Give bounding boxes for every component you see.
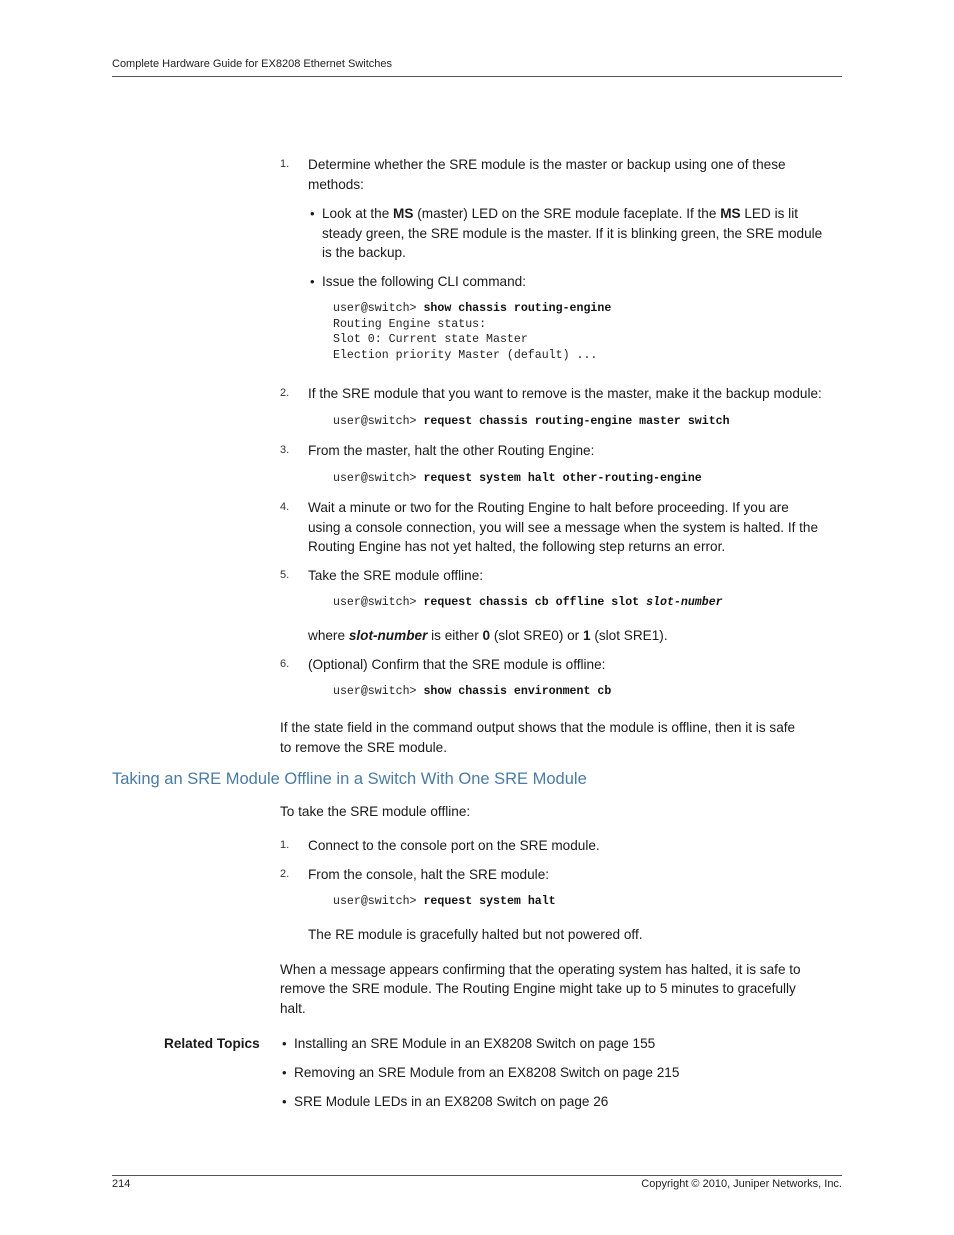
step-text: using a console connection, you will see a message when the system is halted. If the bbox=[308, 520, 819, 535]
step-text: If the SRE module that you want to remove is the master, make it the backup module: bbox=[308, 386, 822, 401]
bullet-icon: • bbox=[282, 1094, 287, 1109]
step-number: 6. bbox=[280, 658, 290, 670]
paragraph: remove the SRE module. The Routing Engine might take up to 5 minutes to gracefully bbox=[280, 981, 796, 996]
bullet-icon: • bbox=[282, 1065, 287, 1080]
page-number: 214 bbox=[112, 1178, 131, 1190]
step-text: (Optional) Confirm that the SRE module is offline: bbox=[308, 657, 606, 672]
step-number: 4. bbox=[280, 501, 290, 513]
header-rule bbox=[112, 76, 842, 77]
step-text: Take the SRE module offline: bbox=[308, 568, 484, 583]
bullet-text: is the backup. bbox=[322, 245, 406, 260]
step-text: Wait a minute or two for the Routing Engine to halt before proceeding. If you are bbox=[308, 500, 789, 515]
footer-rule bbox=[112, 1175, 842, 1176]
step-text: Connect to the console port on the SRE module. bbox=[308, 838, 600, 853]
step-text: Routing Engine has not yet halted, the following step returns an error. bbox=[308, 539, 726, 554]
paragraph: to remove the SRE module. bbox=[280, 740, 447, 755]
code-block: user@switch> request system halt other-routing-engine bbox=[333, 472, 702, 485]
paragraph: halt. bbox=[280, 1001, 306, 1016]
step-text: Determine whether the SRE module is the master or backup using one of these bbox=[308, 157, 786, 172]
step-number: 2. bbox=[280, 868, 290, 880]
related-topic-link[interactable]: SRE Module LEDs in an EX8208 Switch on page 26 bbox=[294, 1094, 609, 1109]
code-output: Slot 0: Current state Master bbox=[333, 333, 528, 346]
step-number: 5. bbox=[280, 569, 290, 581]
code-block: user@switch> show chassis environment cb bbox=[333, 685, 612, 698]
related-topics-label: Related Topics bbox=[164, 1036, 260, 1051]
step-number: 1. bbox=[280, 839, 290, 851]
step-number: 2. bbox=[280, 387, 290, 399]
bullet-icon: • bbox=[310, 206, 315, 221]
note-text: The RE module is gracefully halted but not powered off. bbox=[308, 927, 643, 942]
running-header: Complete Hardware Guide for EX8208 Ethernet Switches bbox=[112, 58, 393, 70]
step-number: 1. bbox=[280, 158, 290, 170]
step-text: methods: bbox=[308, 177, 364, 192]
copyright: Copyright © 2010, Juniper Networks, Inc. bbox=[641, 1178, 842, 1190]
step-number: 3. bbox=[280, 444, 290, 456]
section-heading: Taking an SRE Module Offline in a Switch With One SRE Module bbox=[112, 770, 587, 788]
step-text: From the master, halt the other Routing Engine: bbox=[308, 443, 595, 458]
code-block: user@switch> request system halt bbox=[333, 895, 556, 908]
bullet-icon: • bbox=[310, 274, 315, 289]
bullet-icon: • bbox=[282, 1036, 287, 1051]
paragraph: If the state field in the command output shows that the module is offline, then it is safe bbox=[280, 720, 796, 735]
code-output: Election priority Master (default) ... bbox=[333, 349, 598, 362]
related-topic-link[interactable]: Removing an SRE Module from an EX8208 Switch on page 215 bbox=[294, 1065, 680, 1080]
bullet-text: Look at the MS (master) LED on the SRE module faceplate. If the MS LED is lit bbox=[322, 206, 799, 221]
code-output: Routing Engine status: bbox=[333, 318, 487, 331]
paragraph: To take the SRE module offline: bbox=[280, 804, 471, 819]
code-block: user@switch> request chassis cb offline slot slot-number bbox=[333, 596, 723, 609]
bullet-text: steady green, the SRE module is the master. If it is blinking green, the SRE module bbox=[322, 226, 823, 241]
step-text: From the console, halt the SRE module: bbox=[308, 867, 550, 882]
bullet-text: Issue the following CLI command: bbox=[322, 274, 527, 289]
where-text: where slot-number is either 0 (slot SRE0) or 1 (slot SRE1). bbox=[308, 628, 668, 643]
related-topic-link[interactable]: Installing an SRE Module in an EX8208 Switch on page 155 bbox=[294, 1036, 656, 1051]
code-block: user@switch> request chassis routing-engine master switch bbox=[333, 415, 730, 428]
code-block: user@switch> show chassis routing-engine bbox=[333, 302, 612, 315]
paragraph: When a message appears confirming that the operating system has halted, it is safe to bbox=[280, 962, 801, 977]
